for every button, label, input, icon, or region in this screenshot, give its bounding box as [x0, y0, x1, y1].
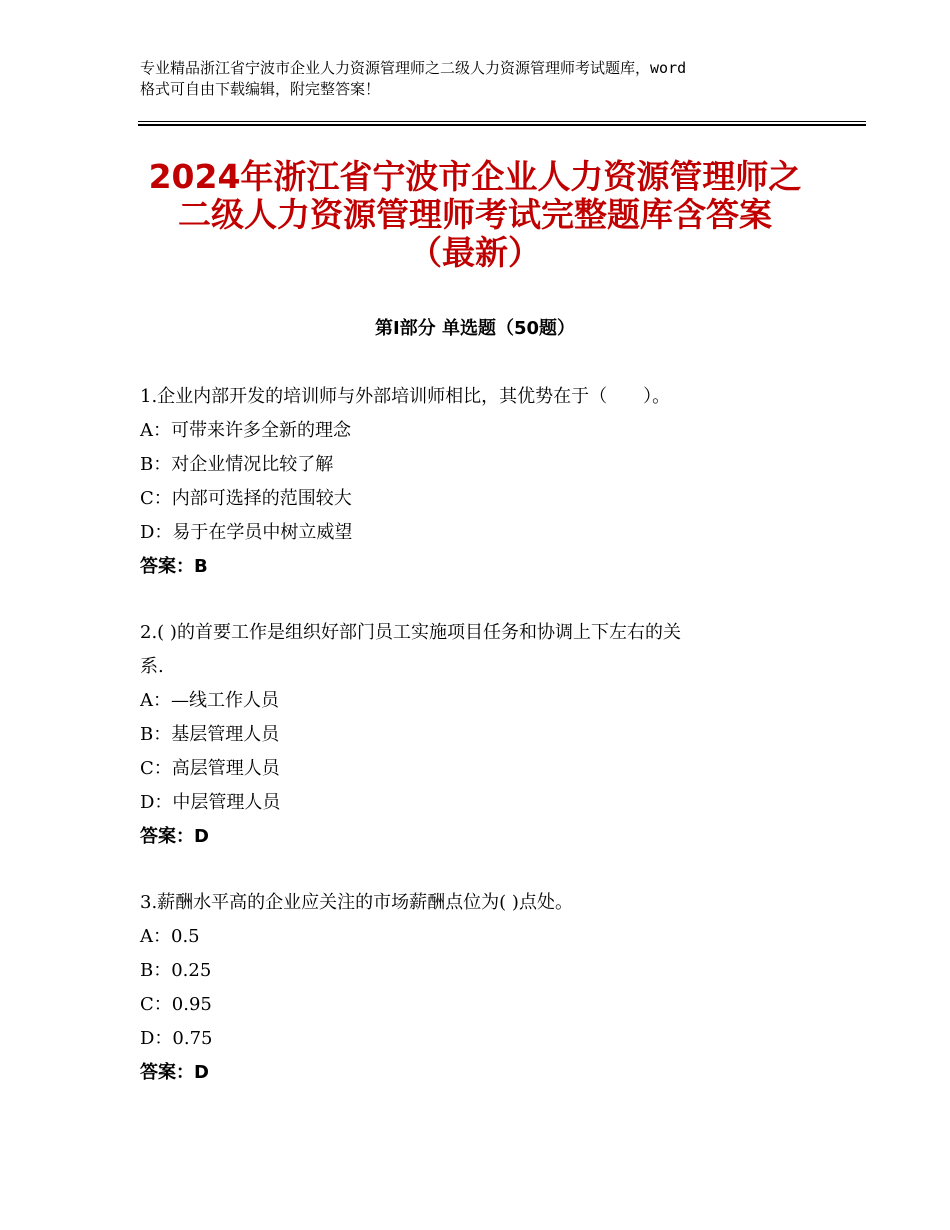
option-c: C：内部可选择的范围较大 — [140, 488, 352, 509]
question-1 — [140, 380, 820, 584]
option-b: B：0.25 — [140, 960, 212, 981]
question-stem: 2.( )的首要工作是组织好部门员工实施项目任务和协调上下左右的关 — [140, 622, 681, 643]
header-divider — [138, 124, 866, 126]
option-a: A：—线工作人员 — [140, 690, 279, 711]
option-a: A：可带来许多全新的理念 — [140, 420, 351, 441]
section-title: 第Ⅰ部分 单选题（50题） — [374, 318, 575, 339]
title-line: 二级人力资源管理师考试完整题库含答案 — [178, 195, 772, 234]
title-line: 2024年浙江省宁波市企业人力资源管理师之 — [148, 157, 802, 196]
option-d: D：中层管理人员 — [140, 792, 281, 813]
option-d: D：易于在学员中树立威望 — [140, 522, 353, 543]
option-c: C：高层管理人员 — [140, 758, 280, 779]
header-line: 格式可自由下载编辑，附完整答案！ — [140, 80, 381, 98]
question-list — [140, 380, 820, 1122]
option-a: A：0.5 — [140, 926, 200, 947]
question-3 — [140, 886, 820, 1090]
question-stem-continued: 系. — [140, 656, 164, 677]
option-d: D：0.75 — [140, 1028, 213, 1049]
option-b: B：对企业情况比较了解 — [140, 454, 334, 475]
answer: 答案：D — [140, 1062, 209, 1083]
question-stem: 3.薪酬水平高的企业应关注的市场薪酬点位为( )点处。 — [140, 892, 573, 913]
question-2 — [140, 616, 820, 854]
document-header — [140, 58, 820, 100]
title-line: （最新） — [409, 233, 541, 272]
answer: 答案：B — [140, 556, 208, 577]
option-b: B：基层管理人员 — [140, 724, 280, 745]
option-c: C：0.95 — [140, 994, 212, 1015]
header-divider — [138, 121, 866, 122]
document-title — [120, 158, 830, 272]
header-line: 专业精品浙江省宁波市企业人力资源管理师之二级人力资源管理师考试题库，word — [140, 59, 687, 77]
question-stem: 1.企业内部开发的培训师与外部培训师相比，其优势在于（ ）。 — [140, 386, 671, 407]
answer: 答案：D — [140, 826, 209, 847]
